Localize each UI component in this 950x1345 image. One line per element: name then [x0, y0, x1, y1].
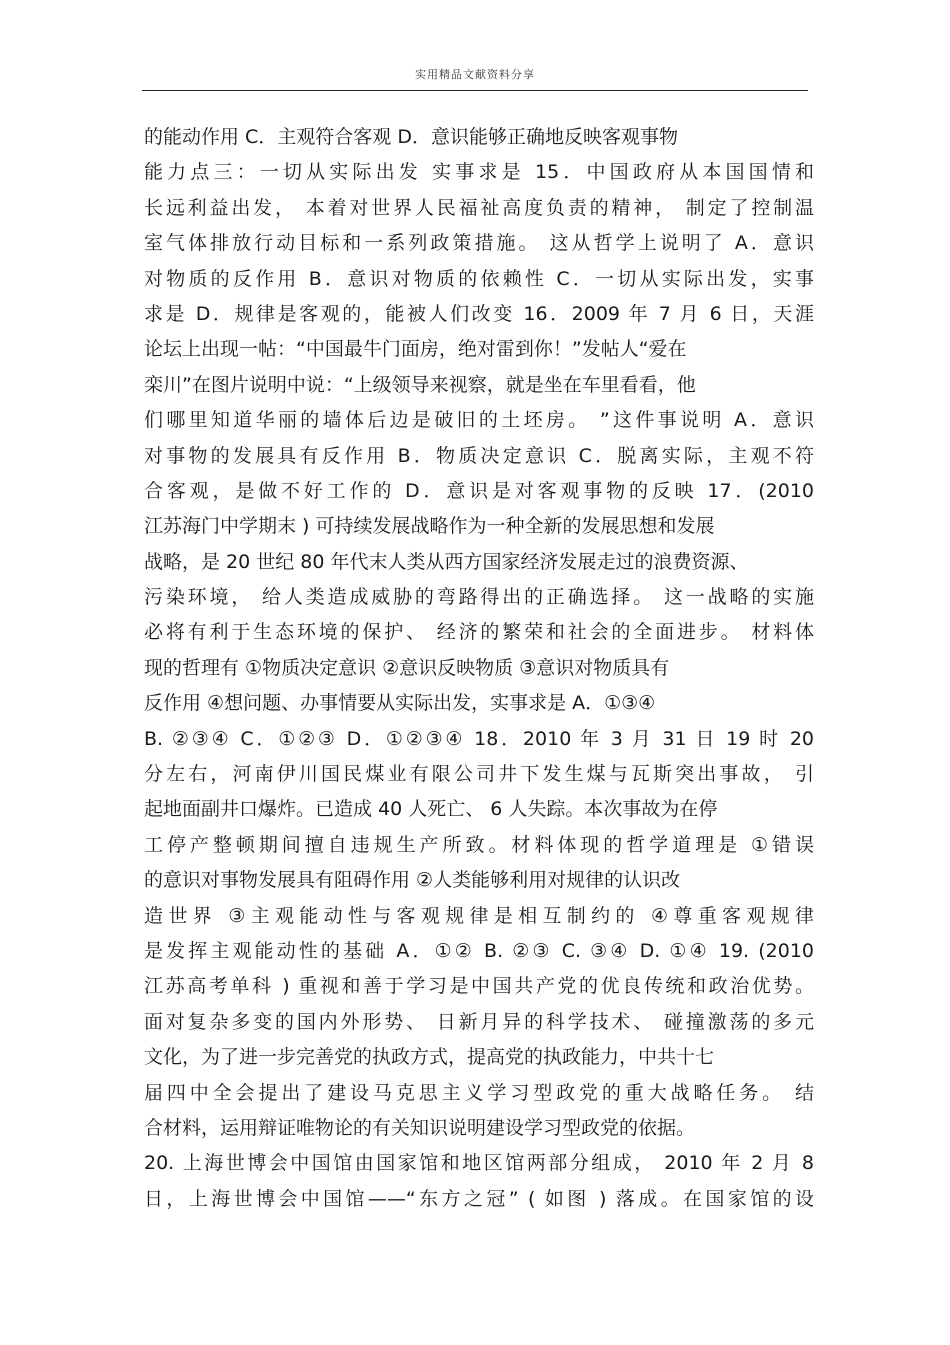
- text-line: 日，上海世博会中国馆——“东方之冠” ( 如图 ) 落成。在国家馆的设: [144, 1187, 814, 1210]
- text-line: 届四中全会提出了建设马克思主义学习型政党的重大战略任务。 结: [144, 1081, 814, 1104]
- text-line: 的意识对事物发展具有阻碍作用 ②人类能够利用对规律的认识改: [144, 869, 681, 892]
- text-line: 起地面副井口爆炸。已造成 40 人死亡、 6 人失踪。本次事故为在停: [144, 798, 718, 821]
- text-line: 长远利益出发， 本着对世界人民福祉高度负责的精神， 制定了控制温: [144, 196, 814, 219]
- text-line: 分左右，河南伊川国民煤业有限公司井下发生煤与瓦斯突出事故， 引: [144, 763, 814, 786]
- text-line: 文化，为了进一步完善党的执政方式，提高党的执政能力，中共十七: [144, 1046, 715, 1069]
- text-line: 室气体排放行动目标和一系列政策措施。 这从哲学上说明了 A．意识: [144, 232, 814, 255]
- text-line: 论坛上出现一帖：“中国最牛门面房，绝对雷到你！”发帖人“爱在: [144, 338, 687, 361]
- text-line: 栾川”在图片说明中说：“上级领导来视察，就是坐在车里看看，他: [144, 373, 696, 396]
- body-text: [144, 120, 814, 1217]
- text-line: 求是 D．规律是客观的，能被人们改变 16．2009 年 7 月 6 日，天涯: [144, 302, 814, 325]
- header-divider: [142, 90, 808, 91]
- text-line: 是发挥主观能动性的基础 A．①② B. ②③ C. ③④ D. ①④ 19. (2010: [144, 939, 814, 962]
- text-line: 合客观，是做不好工作的 D．意识是对客观事物的反映 17．(2010: [144, 479, 814, 502]
- text-line: 能力点三：一切从实际出发 实事求是 15．中国政府从本国国情和: [144, 161, 814, 184]
- text-line: 对事物的发展具有反作用 B．物质决定意识 C．脱离实际，主观不符: [144, 444, 814, 467]
- text-line: 战略，是 20 世纪 80 年代末人类从西方国家经济发展走过的浪费资源、: [144, 550, 749, 573]
- text-line: 江苏海门中学期末 ) 可持续发展战略作为一种全新的发展思想和发展: [144, 515, 715, 538]
- text-line: 对物质的反作用 B．意识对物质的依赖性 C．一切从实际出发，实事: [144, 267, 814, 290]
- text-line: 污染环境， 给人类造成威胁的弯路得出的正确选择。 这一战略的实施: [144, 586, 814, 609]
- text-line: B. ②③④ C．①②③ D．①②③④ 18．2010 年 3 月 31 日 19 时 20: [144, 727, 814, 750]
- text-line: 面对复杂多变的国内外形势、 日新月异的科学技术、 碰撞激荡的多元: [144, 1010, 814, 1033]
- page-header: 实用精品文献资料分享: [415, 68, 535, 81]
- text-line: 20. 上海世博会中国馆由国家馆和地区馆两部分组成， 2010 年 2 月 8: [144, 1152, 814, 1175]
- text-line: 的能动作用 C．主观符合客观 D．意识能够正确地反映客观事物: [144, 126, 678, 148]
- text-line: 反作用 ④想问题、办事情要从实际出发，实事求是 A．①③④: [144, 692, 656, 715]
- text-line: 现的哲理有 ①物质决定意识 ②意识反映物质 ③意识对物质具有: [144, 656, 670, 679]
- text-line: 工停产整顿期间擅自违规生产所致。材料体现的哲学道理是 ①错误: [144, 833, 814, 856]
- text-line: 们哪里知道华丽的墙体后边是破旧的土坯房。 ”这件事说明 A．意识: [144, 409, 814, 432]
- text-line: 造世界 ③主观能动性与客观规律是相互制约的 ④尊重客观规律: [144, 904, 814, 927]
- text-line: 必将有利于生态环境的保护、 经济的繁荣和社会的全面进步。 材料体: [144, 621, 814, 644]
- text-line: 江苏高考单科 ) 重视和善于学习是中国共产党的优良传统和政治优势。: [144, 975, 814, 998]
- text-line: 合材料，运用辩证唯物论的有关知识说明建设学习型政党的依据。: [144, 1116, 696, 1139]
